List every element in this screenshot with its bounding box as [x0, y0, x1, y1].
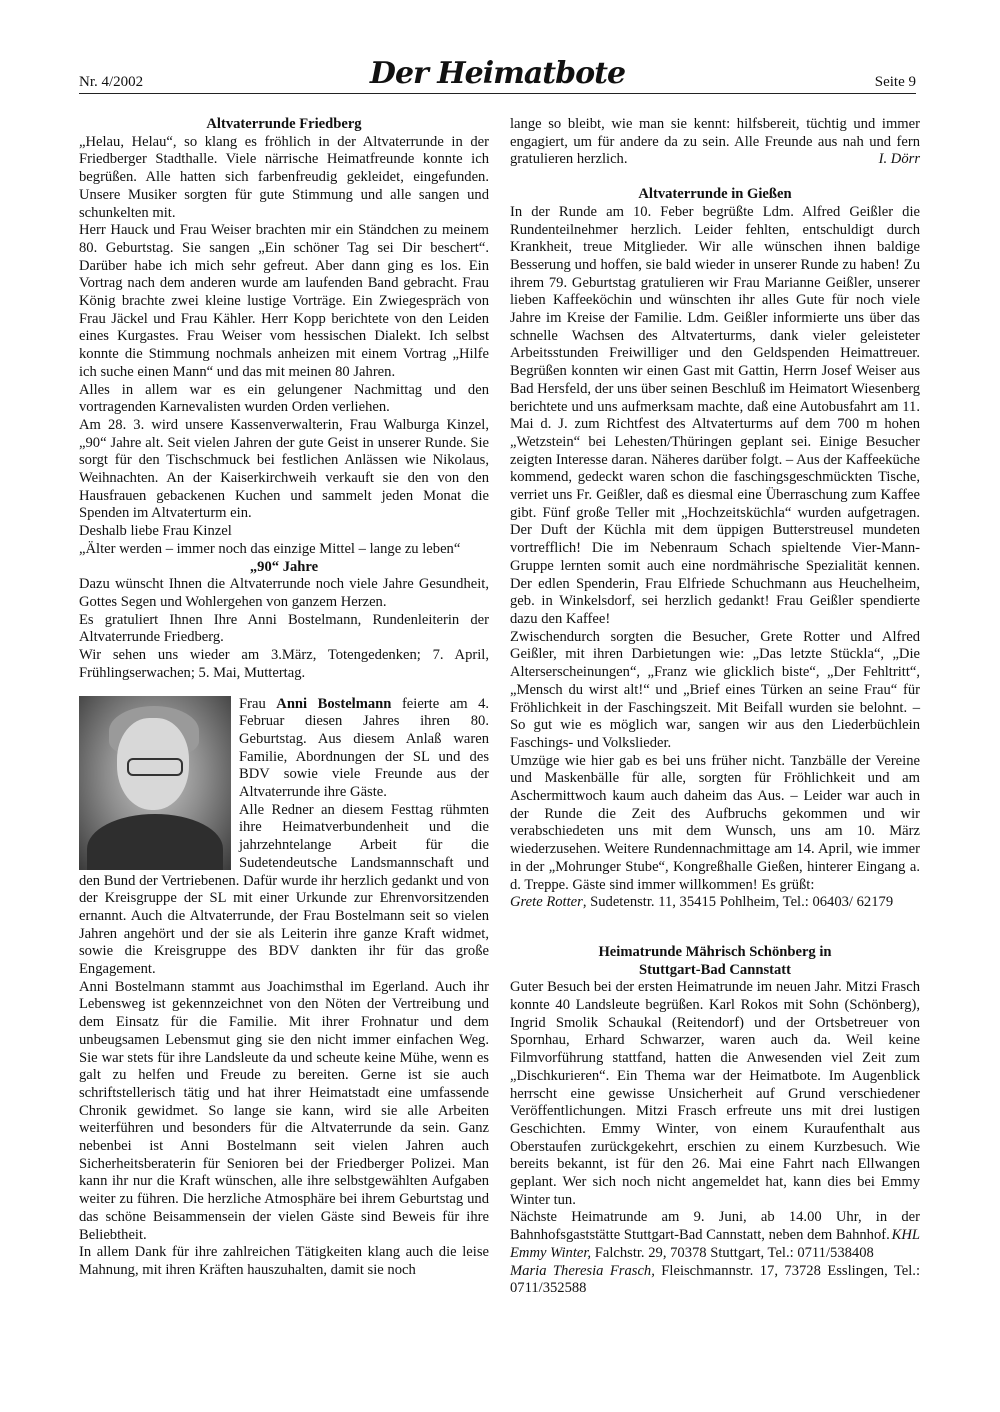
paragraph: „Helau, Helau“, so klang es fröhlich in der Altvaterrunde in der Friedberger Stadthalle. Viele närrische Heimatfreunde konnte ich begrüßen. Alle hatten sich farbenfreudig gekleidet, eingefunden. Unsere Musiker sorgten für gute Stimmung und alle sangen und schunkelten mit.: [79, 133, 489, 221]
page-header: [79, 56, 916, 94]
paragraph: Guter Besuch bei der ersten Heimatrunde im neuen Jahr. Mitzi Frasch konnte 40 Landsleute begrüßen. Karl Rokos mit Sohn (Schönberg), Ingrid Smolik Schaukal (Reitendorf) und der Ortsbetreuer von Spornhau, Erhard Schwarzer, waren auch da. Weil keine Filmvorführung stattfand, hatten die Anwesenden viel Zeit zum „Dischkurieren“. Ein Thema war der Heimatbote. Im Augenblick herrscht eine gewisse Unsicherheit auf Grund verschiedener Veröffentlichungen. Mitzi Frasch erfreute uns mit drei lustigen Geschichten. Emmy Winter, von einem Kuraufenthalt aus Oberstaufen zurückgekehrt, erschien zu einem Kurzbesuch. Wie bereits bekannt, ist für den 26. Mai eine Fahrt nach Ellwangen geplant. Wer sich noch nicht angemeldet hat, kann dies bei Emmy Winter tun.: [510, 979, 920, 1208]
paragraph: Herr Hauck und Frau Weiser brachten mir ein Ständchen zu meinem 80. Geburtstag. Sie sangen „Ein schöner Tag sei Dir beschert“. Darüber habe ich mich sehr gefreut. Aber dann ging es los. Ein Vortrag nach dem anderen wurde am laufenden Band gebracht. Frau König brachte zwei kleine lustige Vorträge. Ein Zwiegespräch von Frau Jäckel und Frau Kähler. Herr Kopp berichtete von den Leiden eines Kurgastes. Frau Weiser vom hessischen Dialekt. Ich selbst konnte die Stimmung nochmals anheizen mit einem Vortrag „Hilfe ich suche einen Mann“ und das mit meinen 80 Jahren.: [79, 222, 489, 380]
paragraph: Anni Bostelmann stammt aus Joachimsthal im Egerland. Auch ihr Lebensweg ist gekennzeichnet von den Nöten der Vertreibung und dem Einsatz für die Familie. Mit ihrer Frohnatur und dem unbeugsamen Lebensmut ging sie den nicht immer einfachen Weg. Sie war stets für ihre Landsleute da und scheute keine Mühe, wenn es galt zu helfen und Freude zu bereiten. Gerne ist sie auch schriftstellerisch tätig und hat ihrer Heimatstadt eine umfassende Chronik gewidmet. So lange sie kann, wird sie alle Arbeiten weiterführen und besonders für die Altvaterrunde da sein. Ganz nebenbei ist Anni Bostelmann seit vielen Jahren auch Sicherheitsberaterin für Senioren bei der Friedberger Polizei. Man kann ihr nur die Kraft wünschen, alle ihre selbstgewählten Aufgaben weiter zu führen. Die herzliche Atmosphäre bei ihrem Geburtstag und das schöne Beisammensein der vielen Gäste sind Beweis für ihre Beliebtheit.: [79, 978, 489, 1243]
paragraph: Deshalb liebe Frau Kinzel: [79, 523, 232, 540]
paragraph: Umzüge wie hier gab es bei uns früher nicht. Tanzbälle der Vereine und Maskenbälle für alle, sorgten für Fröhlichkeit und am Aschermittwoch kaum auch daheim das Aus. – Leider war auch in der Runde die Zeit des Aufbruchs gekommen und wir verabschiedeten uns mit dem Wunsch, uns am 10. März wiederzusehen. Weitere Rundennachmittage am 14. April, wie immer in der „Mohrunger Stube“, Kongreßhalle Gießen, hinterer Eingang a. d. Treppe. Gäste sind immer willkommen! Es grüßt:: [510, 752, 920, 893]
right-column: [510, 116, 920, 1298]
bio-text: feierte am 4. Februar diesen Jahres ihren 80. Geburtstag. Aus diesem Anlaß waren Familie, Abordnungen der SL und des BDV sowie viele Freunde aus der Altvaterrunde ihre Gäste.: [239, 695, 490, 801]
bio-block: [79, 696, 489, 1280]
article-title-friedberg: Altvaterrunde Friedberg: [206, 116, 362, 132]
paragraph: Zwischendurch sorgten die Besucher, Grete Rotter und Alfred Geißler, mit ihren Darbietungen wie: „Das letzte Stückla“, „Die Alterserscheinungen“, „Franz wie glicklich biste“, „Der Fehltritt“, „Mensch du wirst alt!“ und „Brief eines Türken an seine Frau“ für Fröhlichkeit in der Faschingszeit. Mit Beifall wurden sie belohnt. – So gut wie es möglich war, sangen wir aus den Liederbüchlein Faschings- und Volkslieder.: [510, 628, 920, 751]
paragraph: Alles in allem war es ein gelungener Nachmittag und den vortragenden Karnevalisten wurden Orden verliehen.: [79, 381, 489, 416]
paragraph: Am 28. 3. wird unsere Kassenverwalterin, Frau Walburga Kinzel, „90“ Jahre alt. Seit vielen Jahren der gute Geist in unserer Runde. Sie sorgt für den Tischschmuck bei festlichen Anlässen wie Nikolaus, Weihnachten. An der Kaiserkirchweih verkauft sie den von den Hausfrauen gebackenen Kuchen und sammelt jeden Monat die Spenden im Altvaterturm ein.: [79, 416, 489, 522]
bio-name: Anni Bostelmann: [276, 695, 392, 712]
paragraph: Dazu wünscht Ihnen die Altvaterrunde noch viele Jahre Gesundheit, Gottes Segen und Wohlergehen von ganzem Herzen.: [79, 576, 489, 610]
contact-line: Maria Theresia Frasch, Fleischmannstr. 17, 73728 Esslingen, Tel.: 0711/352588: [510, 1262, 921, 1297]
bio-prefix: Frau: [239, 695, 277, 712]
masthead-logo: Der Heimatbote: [369, 56, 626, 91]
page-number: Seite 9: [874, 74, 916, 90]
paragraph: Wir sehen uns wieder am 3.März, Totengedenken; 7. April, Frühlingserwachen; 5. Mai, Muttertag.: [79, 647, 489, 681]
quote: „Älter werden – immer noch das einzige Mittel – lange zu leben“: [79, 540, 461, 557]
paragraph: In allem Dank für ihre zahlreichen Tätigkeiten klang auch die leise Mahnung, mit ihren Kräften hauszuhalten, damit sie noch: [79, 1244, 489, 1278]
issue-number: Nr. 4/2002: [79, 74, 144, 90]
header-rule: [79, 93, 916, 94]
portrait-photo: [79, 696, 231, 870]
contact-line: Emmy Winter, Falchstr. 29, 70378 Stuttgart, Tel.: 0711/538408: [510, 1244, 874, 1261]
paragraph: lange so bleibt, wie man sie kennt: hilfsbereit, tüchtig und immer engagiert, um für andere da zu sein. Alle Freunde aus nah und fern gratulieren herzlich. I. Dörr: [510, 116, 920, 168]
paragraph: Es gratuliert Ihnen Ihre Anni Bostelmann, Rundenleiterin der Altvaterrunde Friedberg.: [79, 611, 489, 646]
paragraph: Alle Redner an diesem Festtag rühmten ihre Heimatverbundenheit und die jahrzehntelange Arbeit für die Sudetendeutsche Landsmannschaft und den Bund der Vertriebenen. Dafür wurde ihr herzlich gedankt und von der Kreisgruppe der SL mit einer Urkunde zur Ehrenvorsitzenden ernannt. Auch die Altvaterrunde, der Frau Bostelmann seit so vielen Jahren angehört und der sie als Leiterin ihre ganze Kraft widmet, sowie die Kreisgruppe des BDV dankten ihr für das große Engagement.: [79, 801, 489, 978]
paragraph: Nächste Heimatrunde am 9. Juni, ab 14.00 Uhr, in der Bahnhofsgaststätte Stuttgart-Bad Cannstatt, neben dem Bahnhof. KHL: [510, 1209, 920, 1244]
highlight-90-years: „90“ Jahre: [249, 558, 319, 575]
article-title-giessen: Altvaterrunde in Gießen: [638, 186, 792, 203]
paragraph: In der Runde am 10. Feber begrüßte Ldm. Alfred Geißler die Rundenteilnehmer herzlich. Leider fehlten, entschuldigt durch Krankheit, treue Mitglieder. Wir alle wünschen ihnen baldige Besserung und hoffen, sie bald wieder in unserer Runde zu haben! Zu ihrem 79. Geburtstag gratulieren wir Frau Marianne Geißler, unserer lieben Kaffeeköchin und wünschten ihr alles Gute für noch viele Jahre im Kreise der Familie. Ldm. Geißler informierte uns über das schnelle Wachsen des Altvaterturms, dank vieler geleisteter Arbeitsstunden Freiwilliger und den Geldspenden Heimattreuer. Begrüßen konnten wir einen Gast mit Gattin, Herrn Josef Weiser aus Bad Hersfeld, der uns über seinen Beschluß im Heimatort Wiesenberg berichtete und uns aufmerksam machte, daß eine Autobusfahrt am 11. Mai d. J. zum Richtfest des Altvaterturms auf dem 700 m hohen „Wetzstein“ bei Lehesten/Thüringen geplant sei. Einige Besucher zeigten Interesse daran. Näheres darüber folgt. – Aus der Kaffeeküche kommend, gedeckt waren schon die faschingsgeschmückten Tische, verriet uns Fr. Geißler, daß es diesmal eine Überraschung zum Kaffee gibt. Fünf große Teller mit „Hochzeitsküchla“ wurden aufgetragen. Der Duft der Küchla mit dem üppigen Butterstreusel mundeten vortrefflich! Die im Nebenraum Schach spieltende Vier-Mann-Gruppe lernten somit auch eine nordmährische Spezialität kennen. Der edlen Spenderin, Frau Elfriede Schuchmann aus Heuchelheim, geb. in Winkelsdorf, sei herzlich gedankt! Frau Geißler spendierte dazu den Kaffee!: [510, 203, 920, 627]
signature: I. Dörr: [878, 151, 920, 168]
contact-line: Grete Rotter, Sudetenstr. 11, 35415 Pohlheim, Tel.: 06403/ 62179: [510, 894, 894, 911]
left-column: [79, 116, 489, 1280]
article-title-stuttgart: Heimatrunde Mährisch Schönberg in Stuttgart-Bad Cannstatt: [598, 943, 832, 978]
